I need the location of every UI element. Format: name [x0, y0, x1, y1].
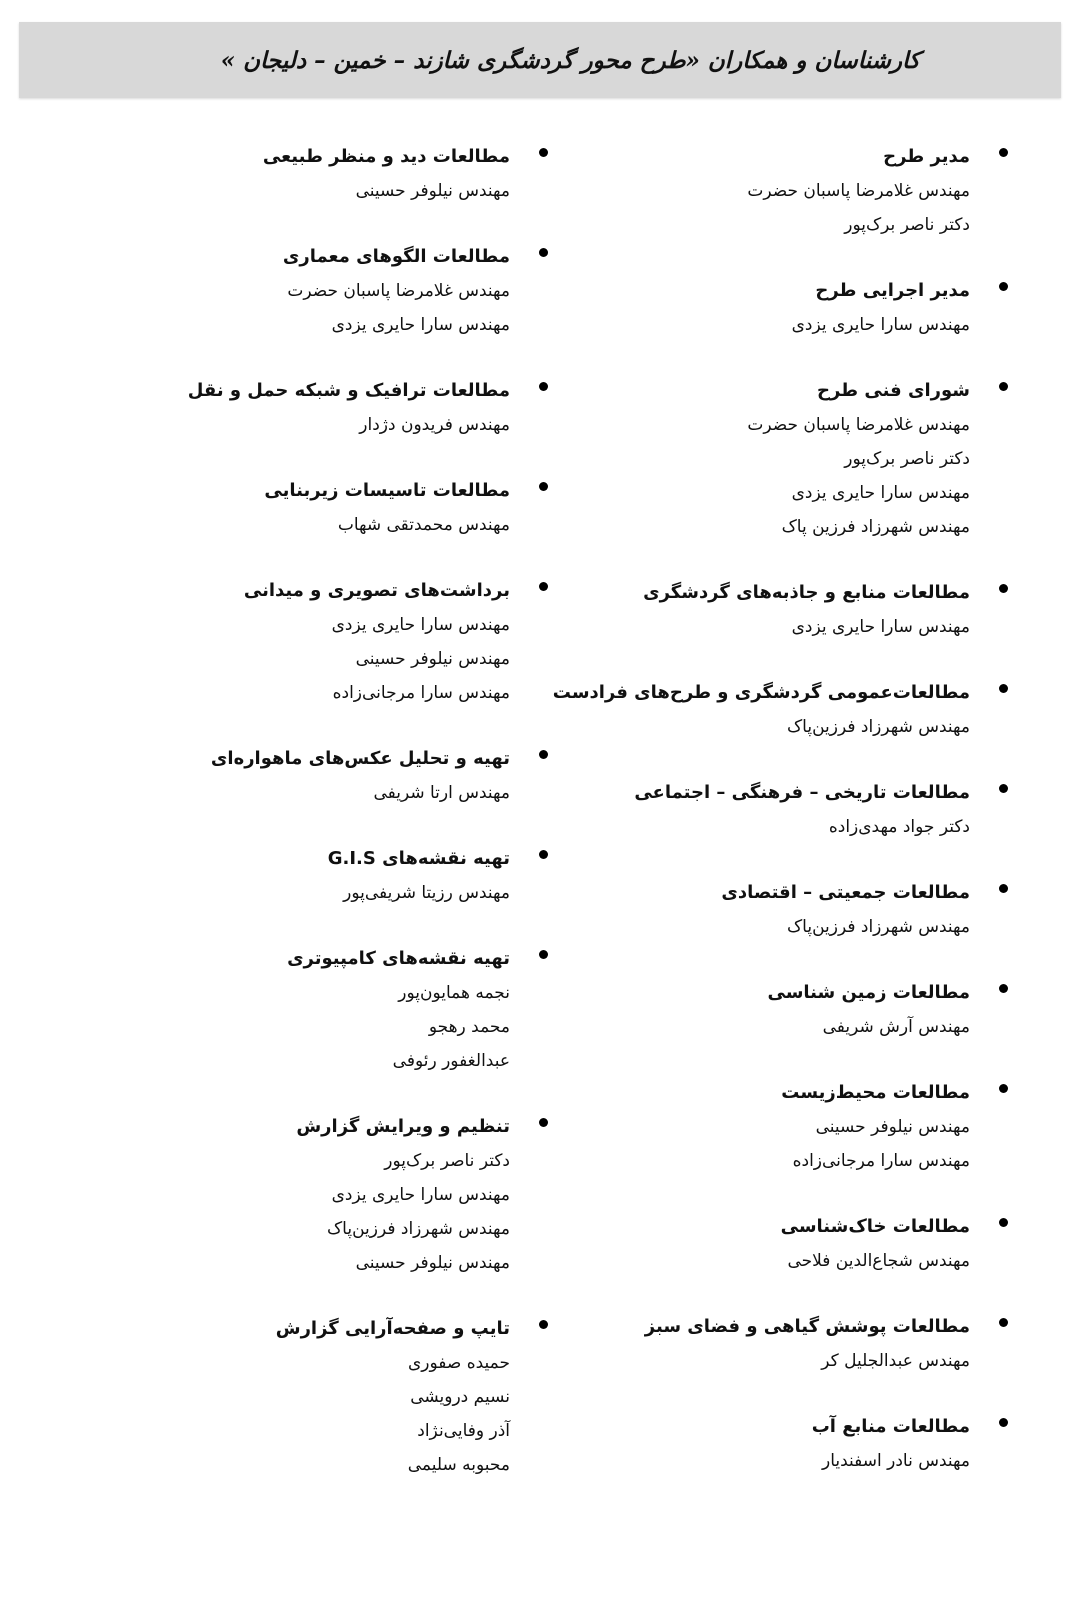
- member-name: مهندس رزیتا شریفی‌پور: [343, 883, 510, 903]
- bullet-icon: [539, 1118, 548, 1127]
- section-title: مطالعات تاسیسات زیربنایی: [264, 480, 510, 501]
- member-name: مهندس نیلوفر حسینی: [355, 649, 510, 669]
- member-name: مهندس غلامرضا پاسبان حضرت: [747, 415, 970, 435]
- member-name: مهندس ارتا شریفی: [373, 783, 510, 803]
- bullet-icon: [999, 684, 1008, 693]
- bullet-icon: [999, 1218, 1008, 1227]
- bullet-icon: [539, 482, 548, 491]
- section-title: مطالعات خاک‌شناسی: [780, 1216, 970, 1237]
- bullet-icon: [539, 582, 548, 591]
- bullet-icon: [539, 1320, 548, 1329]
- right-column: [550, 140, 1020, 1510]
- member-name: مهندس نادر اسفندیار: [822, 1451, 970, 1471]
- member-name: مهندس شهرزاد فرزین‌پاک: [326, 1219, 510, 1239]
- left-column: [40, 140, 560, 1514]
- member-name: مهندس سارا حایری یزدی: [791, 315, 970, 335]
- team-section: [550, 776, 1020, 844]
- team-section: [40, 1110, 560, 1280]
- team-section: [40, 942, 560, 1078]
- team-section: [40, 574, 560, 710]
- team-section: [550, 274, 1020, 342]
- team-section: [40, 240, 560, 342]
- team-section: [550, 1310, 1020, 1378]
- member-name: مهندس نیلوفر حسینی: [355, 181, 510, 201]
- page-title: کارشناسان و همکاران «طرح محور گردشگری شازند – خمین – دلیجان »: [220, 46, 920, 74]
- bullet-icon: [999, 1084, 1008, 1093]
- bullet-icon: [999, 1418, 1008, 1427]
- team-section: [550, 976, 1020, 1044]
- team-section: [550, 1410, 1020, 1478]
- member-name: مهندس شجاع‌الدین فلاحی: [787, 1251, 970, 1271]
- team-section: [550, 676, 1020, 744]
- team-section: [40, 140, 560, 208]
- bullet-icon: [539, 248, 548, 257]
- section-title: مطالعات منابع آب: [811, 1416, 970, 1437]
- team-section: [550, 876, 1020, 944]
- member-name: مهندس شهرزاد فرزین پاک: [781, 517, 970, 537]
- section-title: مطالعات منابع و جاذبه‌های گردشگری: [643, 582, 970, 603]
- member-name: مهندس غلامرضا پاسبان حضرت: [747, 181, 970, 201]
- member-name: دکتر ناصر برک‌پور: [844, 215, 970, 235]
- bullet-icon: [539, 950, 548, 959]
- bullet-icon: [999, 1318, 1008, 1327]
- bullet-icon: [539, 382, 548, 391]
- member-name: دکتر ناصر برک‌پور: [384, 1151, 510, 1171]
- team-section: [550, 576, 1020, 644]
- member-name: نسیم درویشی: [410, 1387, 510, 1407]
- bullet-icon: [999, 382, 1008, 391]
- section-title: مطالعات جمعیتی – اقتصادی: [721, 882, 970, 903]
- member-name: مهندس شهرزاد فرزین‌پاک: [786, 717, 970, 737]
- member-name: مهندس سارا مرجانی‌زاده: [332, 683, 510, 703]
- bullet-icon: [999, 148, 1008, 157]
- member-name: مهندس فریدون دژدار: [359, 415, 510, 435]
- member-name: مهندس سارا حایری یزدی: [331, 315, 510, 335]
- bullet-icon: [999, 984, 1008, 993]
- member-name: محمد رهجو: [428, 1017, 510, 1037]
- section-title: مدیر اجرایی طرح: [815, 280, 970, 301]
- member-name: مهندس سارا حایری یزدی: [791, 483, 970, 503]
- member-name: حمیده صفوری: [407, 1353, 510, 1373]
- team-section: [40, 1312, 560, 1482]
- member-name: مهندس محمدتقی شهاب: [337, 515, 510, 535]
- member-name: مهندس سارا حایری یزدی: [331, 1185, 510, 1205]
- member-name: مهندس عبدالجلیل کر: [821, 1351, 970, 1371]
- section-title: مطالعات تاریخی – فرهنگی – اجتماعی: [634, 782, 970, 803]
- section-title: تهیه نقشه‌های G.I.S: [327, 848, 510, 869]
- bullet-icon: [999, 884, 1008, 893]
- team-section: [40, 742, 560, 810]
- bullet-icon: [999, 584, 1008, 593]
- section-title: تهیه نقشه‌های کامپیوتری: [287, 948, 510, 969]
- section-title: مطالعات دید و منظر طبیعی: [262, 146, 510, 167]
- team-section: [550, 374, 1020, 544]
- member-name: نجمه همایون‌پور: [398, 983, 510, 1003]
- section-title: شورای فنی طرح: [816, 380, 970, 401]
- team-section: [550, 1210, 1020, 1278]
- member-name: مهندس سارا حایری یزدی: [791, 617, 970, 637]
- bullet-icon: [539, 750, 548, 759]
- member-name: مهندس سارا حایری یزدی: [331, 615, 510, 635]
- section-title: تنظیم و ویرایش گزارش: [296, 1116, 510, 1137]
- team-section: [550, 1076, 1020, 1178]
- member-name: محبوبه سلیمی: [407, 1455, 510, 1475]
- member-name: مهندس نیلوفر حسینی: [355, 1253, 510, 1273]
- team-section: [550, 140, 1020, 242]
- member-name: آذر وفایی‌نژاد: [417, 1421, 510, 1441]
- section-title: مطالعات محیط‌زیست: [781, 1082, 970, 1103]
- bullet-icon: [999, 282, 1008, 291]
- member-name: مهندس غلامرضا پاسبان حضرت: [287, 281, 510, 301]
- team-section: [40, 842, 560, 910]
- section-title: تهیه و تحلیل عکس‌های ماهواره‌ای: [210, 748, 510, 769]
- section-title: مطالعات‌عمومی گردشگری و طرح‌های فرادست: [552, 682, 970, 703]
- section-title: مطالعات پوشش گیاهی و فضای سبز: [644, 1316, 970, 1337]
- section-title: برداشت‌های تصویری و میدانی: [243, 580, 510, 601]
- team-section: [40, 374, 560, 442]
- member-name: دکتر ناصر برک‌پور: [844, 449, 970, 469]
- section-title: مطالعات زمین شناسی: [767, 982, 970, 1003]
- member-name: مهندس نیلوفر حسینی: [815, 1117, 970, 1137]
- member-name: مهندس شهرزاد فرزین‌پاک: [786, 917, 970, 937]
- bullet-icon: [539, 850, 548, 859]
- section-title: مطالعات الگوهای معماری: [282, 246, 510, 267]
- member-name: مهندس سارا مرجانی‌زاده: [792, 1151, 970, 1171]
- bullet-icon: [999, 784, 1008, 793]
- bullet-icon: [539, 148, 548, 157]
- member-name: دکتر جواد مهدی‌زاده: [828, 817, 970, 837]
- section-title: مطالعات ترافیک و شبکه حمل و نقل: [187, 380, 510, 401]
- section-title: مدیر طرح: [883, 146, 970, 167]
- team-section: [40, 474, 560, 542]
- section-title: تایپ و صفحه‌آرایی گزارش: [275, 1318, 510, 1339]
- member-name: مهندس آرش شریفی: [822, 1017, 970, 1037]
- member-name: عبدالغفور رئوفی: [392, 1051, 510, 1071]
